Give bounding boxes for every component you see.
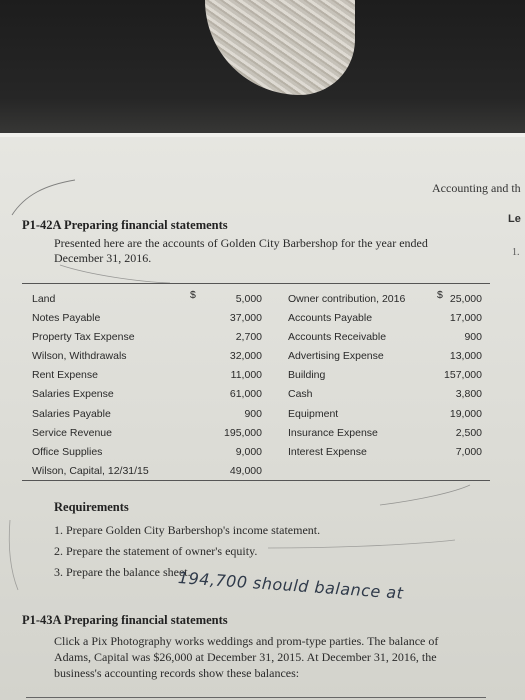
account-name: Equipment [288,407,339,420]
requirement-item: 2. Prepare the statement of owner's equity. [54,544,258,558]
account-amount: 11,000 [230,369,262,382]
account-amount: 49,000 [229,464,262,477]
account-name: Land [32,293,56,305]
running-head: Accounting and th [432,181,521,195]
account-amount: 2,500 [455,426,482,439]
account-amount: 7,000 [455,445,482,458]
currency-symbol-left: $ [190,289,196,301]
account-amount: 19,000 [449,407,482,420]
requirements-heading: Requirements [54,500,129,514]
account-name: Advertising Expense [288,350,384,363]
account-name: Wilson, Capital, 12/31/15 [32,464,149,477]
left-account-names [32,290,149,481]
account-name: Office Supplies [32,445,103,458]
left-account-amounts [182,290,262,481]
exercise2-title: P1-43A Preparing financial statements [22,613,228,627]
right-account-names [288,290,405,462]
account-name: Interest Expense [288,445,367,458]
exercise2-body: Click a Pix Photography works weddings and prom-type parties. The balance of Adams, Capital was $26,000 at December 31, 2015. At December 31, 2016, the business's accounting records show these balances: [54,634,439,680]
account-name: Cash [288,388,313,401]
handwritten-note: 194,700 should balance at [177,568,405,603]
account-name: Rent Expense [32,369,98,382]
account-amount: 32,000 [229,350,262,363]
account-amount: 37,000 [229,312,262,325]
account-amount: 9,000 [235,445,262,458]
account-name: Notes Payable [32,312,101,325]
account-name: Property Tax Expense [32,331,135,344]
exercise-title: P1-42A Preparing financial statements [22,218,228,232]
account-name: Salaries Payable [32,407,111,420]
account-amount: 25,000 [449,293,482,305]
account-amount: 195,000 [224,426,262,439]
account-amount: 900 [464,331,482,344]
account-name: Service Revenue [32,426,112,439]
account-amount: 17,000 [449,312,482,325]
account-amount: 5,000 [235,293,262,305]
margin-fragment-number: 1. [512,247,520,258]
account-name: Salaries Expense [32,388,114,401]
right-account-amounts [422,290,482,462]
accounts-table [22,283,490,481]
account-name: Accounts Receivable [288,331,387,344]
divider [26,697,486,698]
account-name: Building [288,369,326,382]
account-name: Accounts Payable [288,312,373,325]
account-name: Insurance Expense [288,426,378,439]
account-amount: 13,000 [449,350,482,363]
account-amount: 900 [244,407,262,420]
account-amount: 61,000 [229,388,262,401]
margin-fragment: Le [508,213,521,225]
account-amount: 3,800 [455,388,482,401]
account-name: Wilson, Withdrawals [32,350,127,363]
account-name: Owner contribution, 2016 [288,293,406,305]
currency-symbol-right: $ [437,289,443,301]
account-amount: 2,700 [235,331,262,344]
requirement-item: 1. Prepare Golden City Barbershop's income statement. [54,523,321,537]
requirement-item: 3. Prepare the balance sheet. [54,565,191,579]
exercise-intro: Presented here are the accounts of Golden City Barbershop for the year ended December 31, 2016. [54,236,428,265]
account-amount: 157,000 [444,369,482,382]
